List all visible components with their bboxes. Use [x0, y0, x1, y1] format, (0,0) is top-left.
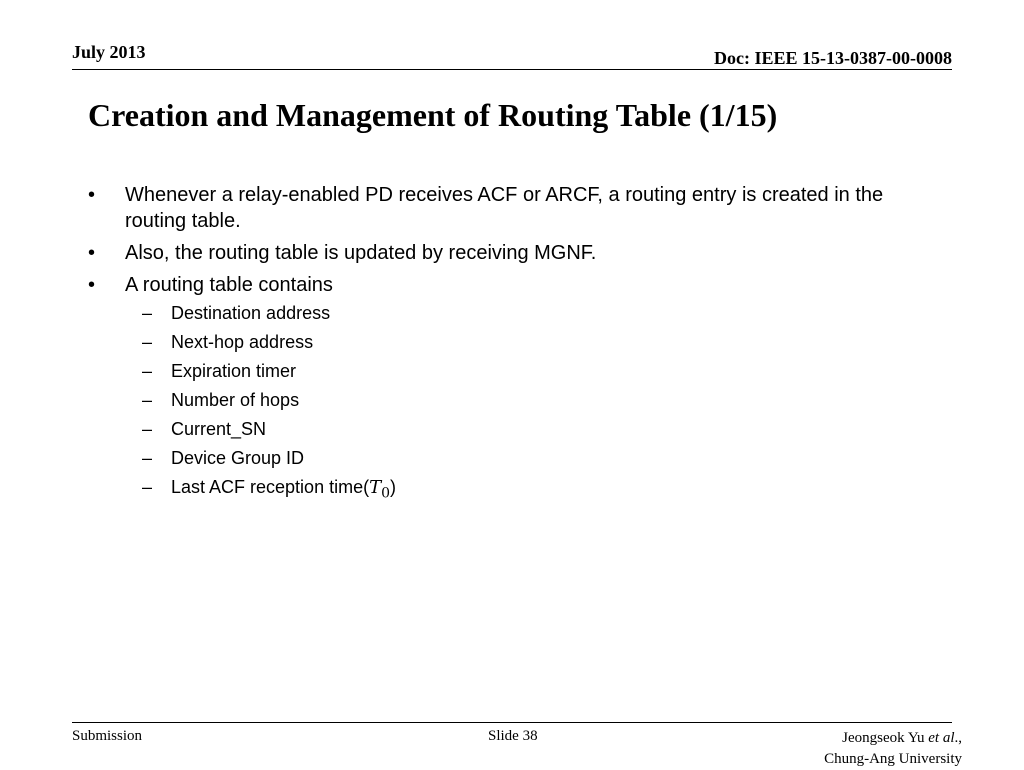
sub-item-next-hop-address — [88, 331, 888, 353]
sub-bullet-list — [125, 302, 888, 505]
bullet-text: Also, the routing table is updated by receiving MGNF. — [125, 242, 597, 264]
bullet-text: Whenever a relay-enabled PD receives ACF or ARCF, a routing entry is created in the routing table. — [125, 184, 884, 232]
header-doc-id: Doc: IEEE 15-13-0387-00-0008 — [714, 48, 952, 68]
bullet-glyph: • — [88, 274, 96, 296]
header-date: July 2013 — [72, 42, 146, 62]
author-etal: et al — [928, 730, 955, 746]
math-var: T — [369, 477, 382, 498]
sub-item-destination-address — [88, 302, 888, 324]
bullet-text: A routing table contains — [125, 274, 333, 296]
header-divider — [72, 69, 952, 70]
sub-item-last-acf-reception-time — [88, 476, 888, 505]
dash-glyph: – — [142, 390, 153, 410]
dash-glyph: – — [142, 303, 153, 323]
bullet-glyph: • — [88, 184, 96, 206]
bullet-item — [88, 240, 888, 266]
sub-item-text: Destination address — [171, 303, 331, 323]
dash-glyph: – — [142, 477, 153, 497]
sub-item-number-of-hops — [88, 389, 888, 411]
bullet-glyph: • — [88, 242, 96, 264]
dash-glyph: – — [142, 361, 153, 381]
author-name: Jeongseok Yu — [842, 730, 929, 746]
sub-item-prefix: Last ACF reception time( — [171, 477, 370, 497]
bullet-list — [88, 182, 888, 512]
dash-glyph: – — [142, 419, 153, 439]
dash-glyph: – — [142, 332, 153, 352]
bullet-item — [88, 272, 888, 505]
footer-divider — [72, 722, 952, 723]
sub-item-text: Current_SN — [171, 419, 267, 439]
sub-item-expiration-timer — [88, 360, 888, 382]
sub-item-text: Number of hops — [171, 390, 300, 410]
bullet-item — [88, 182, 888, 234]
sub-item-text: Next-hop address — [171, 332, 314, 352]
footer-submission: Submission — [72, 728, 143, 744]
author-punct: ., — [954, 730, 962, 746]
math-variable — [369, 477, 391, 502]
sub-item-device-group-id — [88, 447, 888, 469]
slide-title: Creation and Management of Routing Table (1/15) — [88, 97, 778, 133]
sub-item-text — [171, 477, 397, 502]
footer-author-line — [824, 728, 962, 749]
dash-glyph: – — [142, 448, 153, 468]
sub-item-current-sn — [88, 418, 888, 440]
footer-affiliation: Chung-Ang University — [824, 751, 962, 767]
footer-author — [824, 728, 962, 770]
sub-item-suffix: ) — [390, 477, 397, 497]
footer-slide-number: Slide 38 — [488, 728, 538, 744]
sub-item-text: Expiration timer — [171, 361, 297, 381]
sub-item-text: Device Group ID — [171, 448, 305, 468]
math-subscript: 0 — [381, 485, 391, 502]
